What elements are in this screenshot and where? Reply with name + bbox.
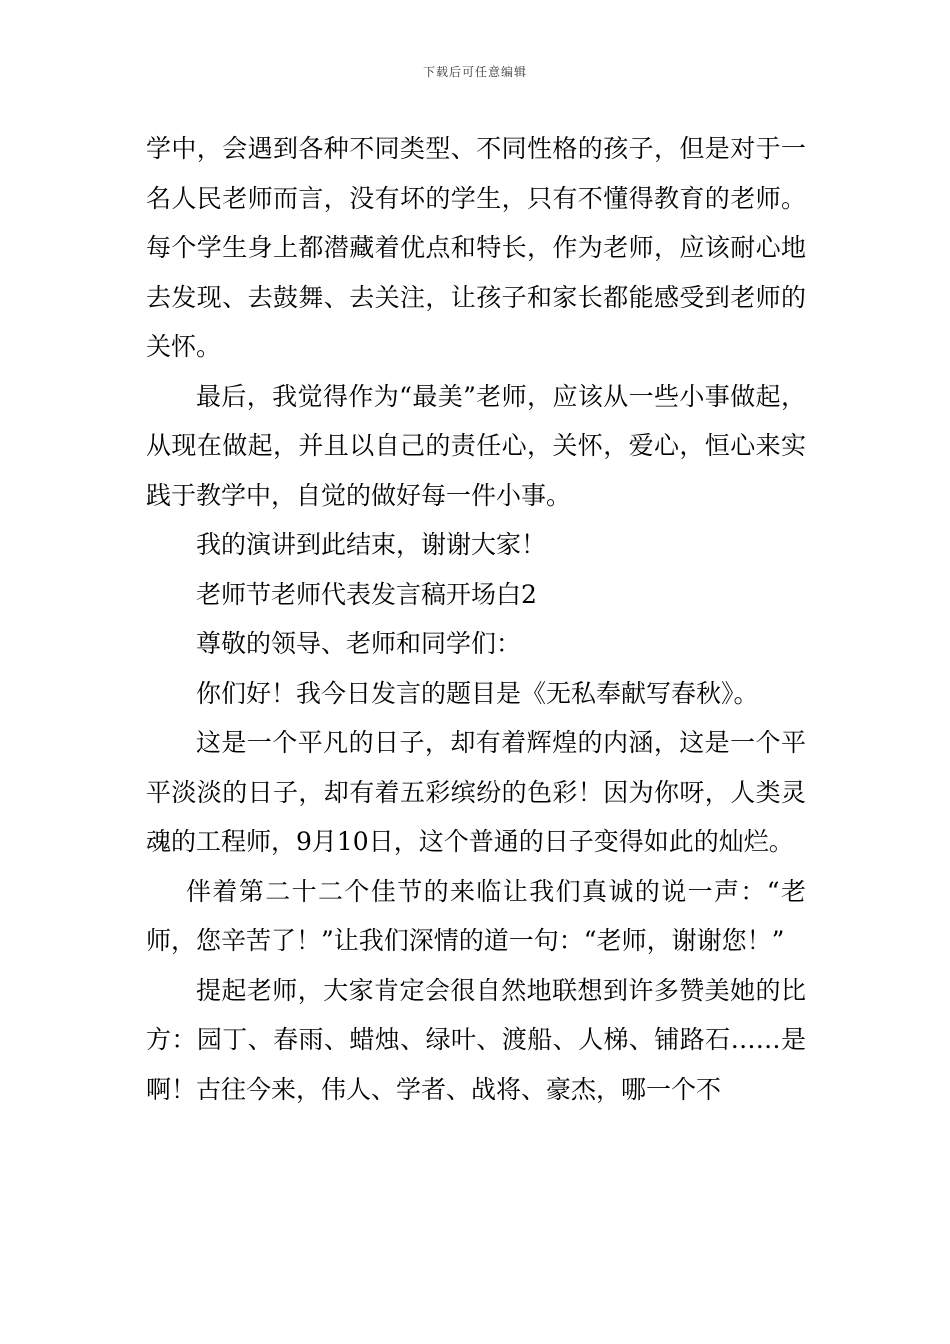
salutation: 尊敬的领导、老师和同学们： (196, 629, 522, 658)
page-header: 下载后可任意编辑 (422, 65, 527, 79)
paragraph-closing: 我的演讲到此结束，谢谢大家！ (196, 530, 547, 559)
paragraph-metaphors: 提起老师，大家肯定会很自然地联想到许多赞美她的比方：园丁、春雨、蜡烛、绿叶、渡船、人梯、铺路石……是啊！古往今来，伟人、学者、战将、豪杰，哪一个不 (146, 975, 806, 1104)
document-body (146, 124, 806, 1114)
paragraph-festival: 伴着第二十二个佳节的来临让我们真诚的说一声：“老师，您辛苦了！”让我们深情的道一句：“老师，谢谢您！” (146, 876, 806, 955)
paragraph-continuation: 学中，会遇到各种不同类型、不同性格的孩子，但是对于一名人民老师而言，没有坏的学生，只有不懂得教育的老师。每个学生身上都潜藏着优点和特长，作为老师，应该耐心地去发现、去鼓舞、去关注，让孩子和家长都能感受到老师的关怀。 (146, 134, 806, 361)
section-title: 老师节老师代表发言稿开场白2 (196, 579, 537, 609)
paragraph-conclusion: 最后，我觉得作为“最美”老师，应该从一些小事做起，从现在做起，并且以自己的责任心，关怀，爱心，恒心来实践于教学中，自觉的做好每一件小事。 (146, 381, 806, 510)
paragraph-greeting: 你们好！我今日发言的题目是《无私奉献写春秋》。 (196, 678, 759, 708)
paragraph-ordinary-day: 这是一个平凡的日子，却有着辉煌的内涵，这是一个平平淡淡的日子，却有着五彩缤纷的色彩！因为你呀，人类灵魂的工程师，9月10日，这个普通的日子变得如此的灿烂。 (146, 728, 806, 856)
